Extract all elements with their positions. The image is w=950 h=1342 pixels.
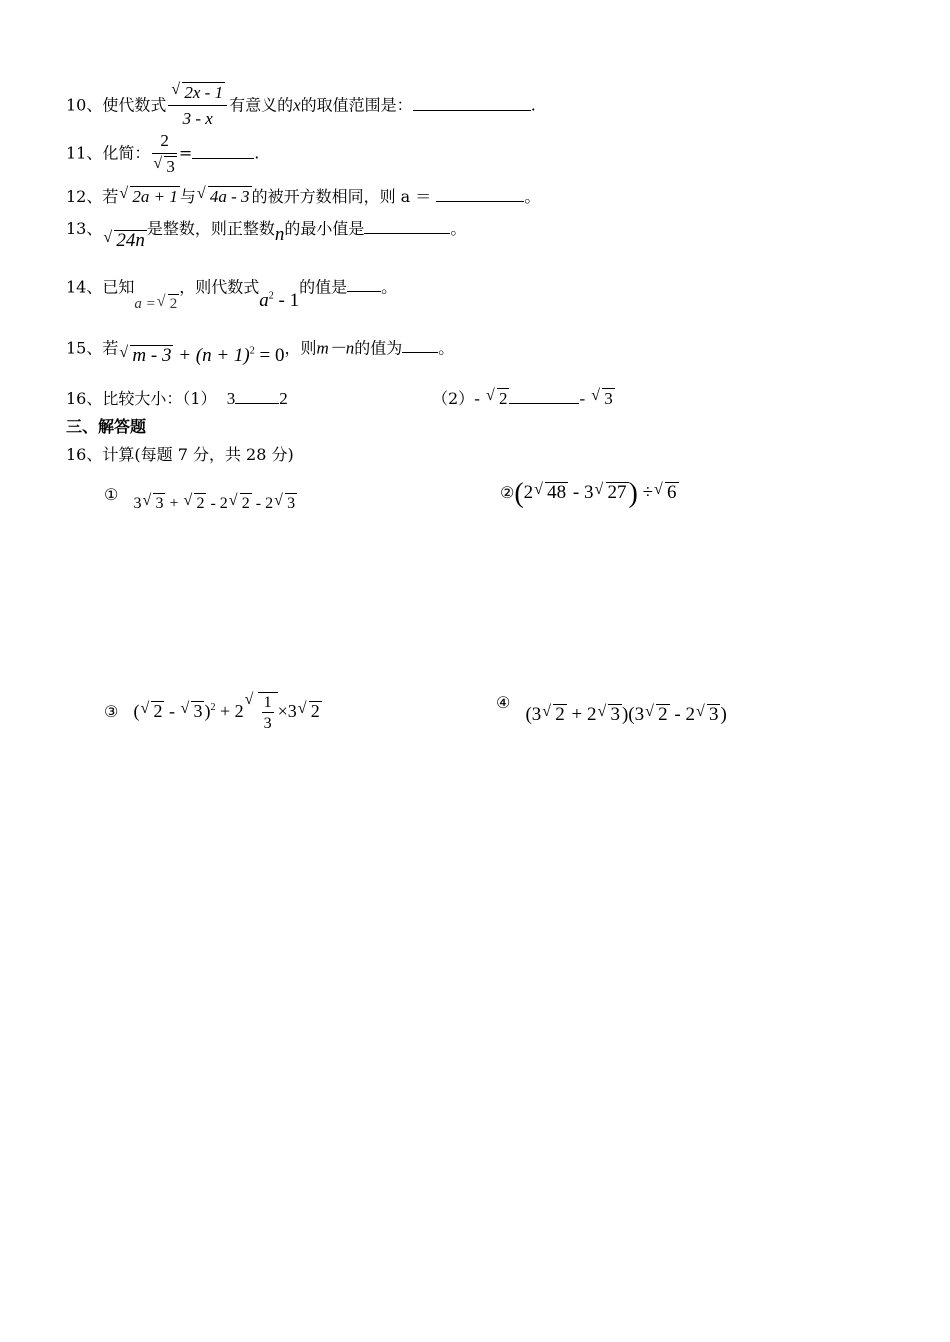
- answer-blank: [235, 388, 279, 404]
- answer-blank: [509, 388, 579, 404]
- problem-3: ③ (√ 2 - √ 3 )$^2$ + 2 √ $\frac{1}{3}$ ×3√ 2: [104, 692, 312, 732]
- radical: √ 2: [486, 388, 510, 407]
- question-12: 12、若√ 2a + 1 与√ 4a - 3 的被开方数相同，则 a ＝ 。: [66, 186, 540, 208]
- answer-blank: [364, 218, 450, 234]
- radical: √ 3: [591, 388, 615, 407]
- answer-blank: [192, 143, 254, 159]
- expression: $a^2 - 1$: [259, 290, 300, 312]
- answer-blank: [413, 95, 531, 111]
- problem-4: ④ (3√ 2 + 2√ 3 )(3√ 2 - 2√ 3 ): [496, 692, 717, 714]
- question-14: 14、已知a =√ 2，则代数式$a^2 - 1$的值是 。: [66, 272, 397, 299]
- answer-blank: [436, 186, 524, 202]
- radical: √ 4a - 3: [197, 186, 252, 205]
- question-16-compute: 16、计算(每题 7 分，共 28 分): [66, 445, 294, 464]
- radical: √ 2a + 1: [119, 186, 179, 205]
- problem-1: ① 3√ 3 + √ 2 - 2√ 2 - 2√ 3: [104, 484, 287, 507]
- fraction: 2 √ 3: [152, 130, 177, 178]
- question-15: 15、若√ $m - 3 + (n + 1)^2 = 0$，则m－n的值为 。: [66, 333, 454, 359]
- question-16-compare-part2: （2）- √ 2 - √ 3: [432, 388, 615, 410]
- answer-blank: [402, 337, 438, 353]
- radical: √ 24n: [103, 230, 147, 249]
- expression: 3√ 3 + √ 2 - 2√ 2 - 2√ 3: [133, 495, 297, 512]
- question-11: 11、化简： 2 √ 3 = .: [66, 130, 259, 178]
- question-10: 10、使代数式 √ $\frac{2x - 1}{3 - x}$ 有意义的x的取值范围是： .: [66, 82, 536, 130]
- given-equation: a =√ 2: [134, 296, 179, 312]
- expression: (2√ 48 - 3√ 27) ÷√ 6: [514, 482, 678, 503]
- question-16-compare: 16、比较大小：（1） 3 2: [66, 389, 288, 408]
- fraction: √ $\frac{2x - 1}{3 - x}$: [168, 82, 227, 130]
- equation: √ $m - 3 + (n + 1)^2 = 0$: [118, 345, 284, 366]
- expression: (3√ 2 + 2√ 3 )(3√ 2 - 2√ 3 ): [525, 704, 726, 725]
- answer-blank: [347, 276, 381, 292]
- problem-2: ②(2√ 48 - 3√ 27) ÷√ 6: [500, 482, 679, 505]
- expression: (√ 2 - √ 3 )$^2$ + 2 √ $\frac{1}{3}$ ×3√ 2: [133, 701, 321, 721]
- question-13: 13、√ 24n是整数，则正整数n的最小值是 。: [66, 218, 466, 240]
- section-heading: 三、解答题: [66, 417, 147, 436]
